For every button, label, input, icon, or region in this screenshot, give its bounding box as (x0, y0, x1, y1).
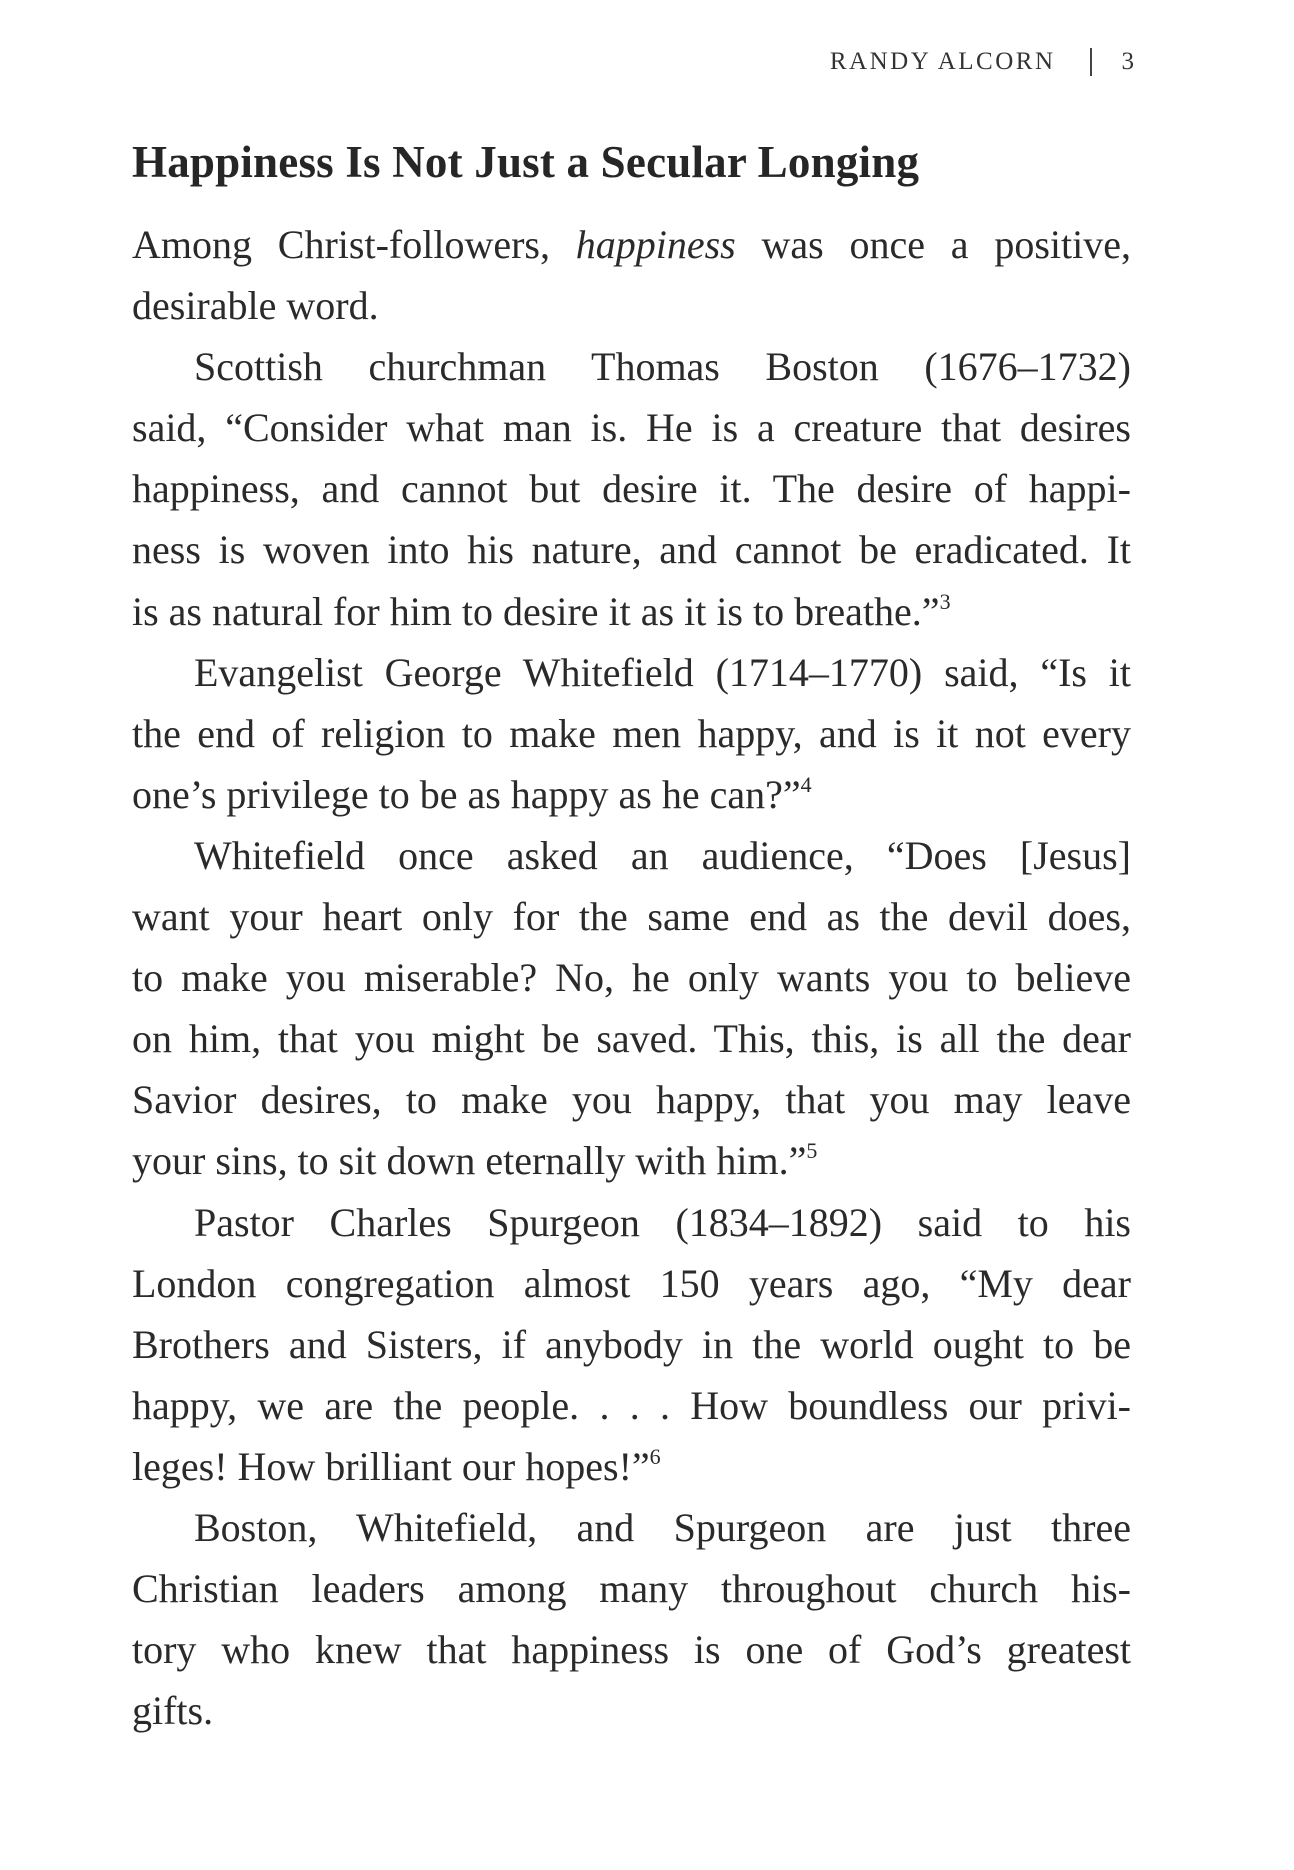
paragraph-line (132, 764, 1131, 825)
paragraph-line (132, 1192, 1131, 1253)
paragraph-line (132, 1069, 1131, 1130)
running-head-author: RANDY ALCORN (829, 48, 1056, 75)
text-run: the end of religion to make men happy, and is it not every (132, 710, 1131, 756)
text-run: Christian leaders among many throughout church his- (132, 1566, 1131, 1612)
paragraph-line (132, 1130, 1131, 1191)
text-run: want your heart only for the same end as the devil does, (132, 894, 1131, 940)
paragraph-line (132, 1436, 1131, 1497)
paragraph-line (132, 1558, 1131, 1619)
paragraph-line (132, 1680, 1131, 1741)
text-run: desirable word. (132, 283, 379, 329)
footnote-ref: 4 (800, 771, 812, 797)
text-run: leges! How brilliant our hopes!” (132, 1443, 650, 1489)
text-run: is as natural for him to desire it as it is to breathe.” (132, 588, 940, 634)
text-run: was once a positive, (735, 222, 1131, 267)
paragraph-line (132, 1008, 1131, 1069)
footnote-ref: 6 (649, 1443, 661, 1469)
text-run: to make you miserable? No, he only wants you to believe (132, 955, 1131, 1001)
paragraph-line (132, 214, 1131, 275)
text-run: ness is woven into his nature, and cannot be eradicated. It (132, 527, 1131, 573)
paragraph-line (132, 703, 1131, 764)
body-text (132, 214, 1131, 1741)
text-run: happiness, and cannot but desire it. The desire of happi- (132, 466, 1131, 512)
paragraph-line (132, 886, 1131, 947)
text-run: happy, we are the people. . . . How boundless our privi- (132, 1382, 1131, 1428)
paragraph-line (132, 1619, 1131, 1680)
text-run: London congregation almost 150 years ago, “My dear (132, 1260, 1131, 1306)
footnote-ref: 5 (806, 1138, 818, 1164)
running-head-divider (1090, 48, 1092, 76)
paragraph-line (132, 458, 1131, 519)
text-run: Brothers and Sisters, if anybody in the world ought to be (132, 1321, 1131, 1367)
paragraph-line (132, 947, 1131, 1008)
text-run: Scottish churchman Thomas Boston (1676–1732) (194, 344, 1131, 390)
text-run: tory who knew that happiness is one of God’s greatest (132, 1627, 1131, 1673)
text-run: Evangelist George Whitefield (1714–1770) said, “Is it (194, 649, 1131, 695)
text-run: Boston, Whitefield, and Spurgeon are just three (194, 1504, 1131, 1550)
footnote-ref: 3 (939, 588, 951, 614)
text-run: gifts. (132, 1688, 214, 1734)
text-run: one’s privilege to be as happy as he can?” (132, 771, 801, 817)
paragraph-line (132, 825, 1131, 886)
running-head (830, 48, 1134, 76)
page-number: 3 (1121, 48, 1134, 75)
paragraph-line (132, 1497, 1131, 1558)
italic-text: happiness (575, 222, 736, 267)
paragraph-line (132, 1253, 1131, 1314)
text-run: said, “Consider what man is. He is a creature that desires (132, 405, 1131, 451)
paragraph-line (132, 1314, 1131, 1375)
paragraph-line (132, 642, 1131, 703)
paragraph-line (132, 581, 1131, 642)
paragraph-line (132, 1375, 1131, 1436)
text-run: Among Christ-followers, (132, 222, 576, 267)
text-run: Savior desires, to make you happy, that you may leave (132, 1077, 1131, 1123)
paragraph-line (132, 275, 1131, 336)
paragraph-line (132, 519, 1131, 580)
paragraph-line (132, 397, 1131, 458)
text-run: Pastor Charles Spurgeon (1834–1892) said to his (194, 1199, 1131, 1245)
text-run: your sins, to sit down eternally with him.” (132, 1138, 807, 1184)
text-run: on him, that you might be saved. This, this, is all the dear (132, 1016, 1131, 1062)
section-heading: Happiness Is Not Just a Secular Longing (132, 137, 920, 187)
text-run: Whitefield once asked an audience, “Does [Jesus] (194, 832, 1131, 878)
paragraph-line (132, 336, 1131, 397)
